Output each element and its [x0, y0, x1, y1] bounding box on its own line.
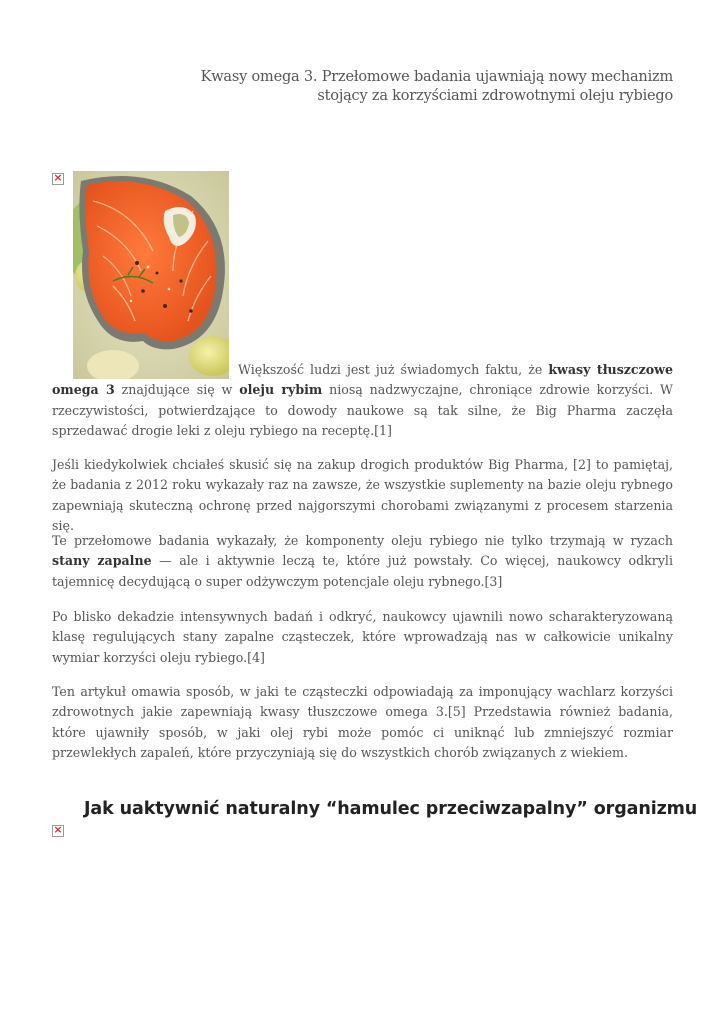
- paragraph-5: Ten artykuł omawia sposób, w jaki te cząsteczki odpowiadają za imponujący wachlarz korzyści zdrowotnych jakie zapewniają kwasy tłuszczowe omega 3.[5] Przedstawia również badania, które ujawniły sposób, w jaki olej rybi może pomóc ci uniknąć lub zmniejszyć rozmiar przewlekłych zapaleń, które przyczyniają się do wszystkich chorób związanych z wiekiem.: [52, 684, 673, 760]
- paragraph-1: [52, 360, 673, 441]
- article-title: Kwasy omega 3. Przełomowe badania ujawniają nowy mechanizm stojący za korzyściami zdrowotnymi oleju rybiego: [200, 69, 673, 104]
- paragraph-3: [52, 531, 673, 592]
- section-heading: Jak uaktywnić naturalny “hamulec przeciwzapalny” organizmu: [84, 799, 698, 819]
- p1-text-e: niosą nadzwyczajne, chroniące zdrowie korzyści. W rzeczywistości, potwierdzające to dowody naukowe są tak silne, że Big Pharma zaczęła sprzedawać drogie leki z oleju rybiego na receptę.[1]: [52, 382, 673, 438]
- salmon-steak-photo: [73, 171, 229, 379]
- broken-image-icon: ×: [53, 171, 63, 184]
- p3-text-c: — ale i aktywnie leczą te, które już powstały. Co więcej, naukowcy odkryli tajemnicę decydującą o super odżywczym potencjale oleju rybnego.[3]: [52, 553, 673, 589]
- p1-text-a: Większość ludzi jest już świadomych faktu, że: [238, 362, 549, 377]
- p1-bold-fishoil: oleju rybim: [239, 382, 323, 398]
- p1-text-c: znajdujące się w: [114, 382, 240, 398]
- paragraph-2: Jeśli kiedykolwiek chciałeś skusić się na zakup drogich produktów Big Pharma, [2] to pamiętaj, że badania z 2012 roku wykazały raz na zawsze, że wszystkie suplementy na bazie oleju rybnego zapewniają skuteczną ochronę przed najgorszymi chorobami związanymi z procesem starzenia się.: [52, 457, 673, 533]
- p3-bold-inflammation: stany zapalne: [52, 553, 152, 569]
- paragraph-4: Po blisko dekadzie intensywnych badań i odkryć, naukowcy ujawnili nowo scharakteryzowaną klasę regulujących stany zapalne cząsteczek, które wprowadzają nas w całkowicie unikalny wymiar korzyści oleju rybiego.[4]: [52, 609, 673, 665]
- broken-image-icon: ×: [53, 823, 63, 836]
- p1-bold-omega: kwasy tłuszczowe omega 3: [52, 362, 674, 398]
- p3-text-a: Te przełomowe badania wykazały, że komponenty oleju rybiego nie tylko trzymają w ryzach: [52, 533, 673, 548]
